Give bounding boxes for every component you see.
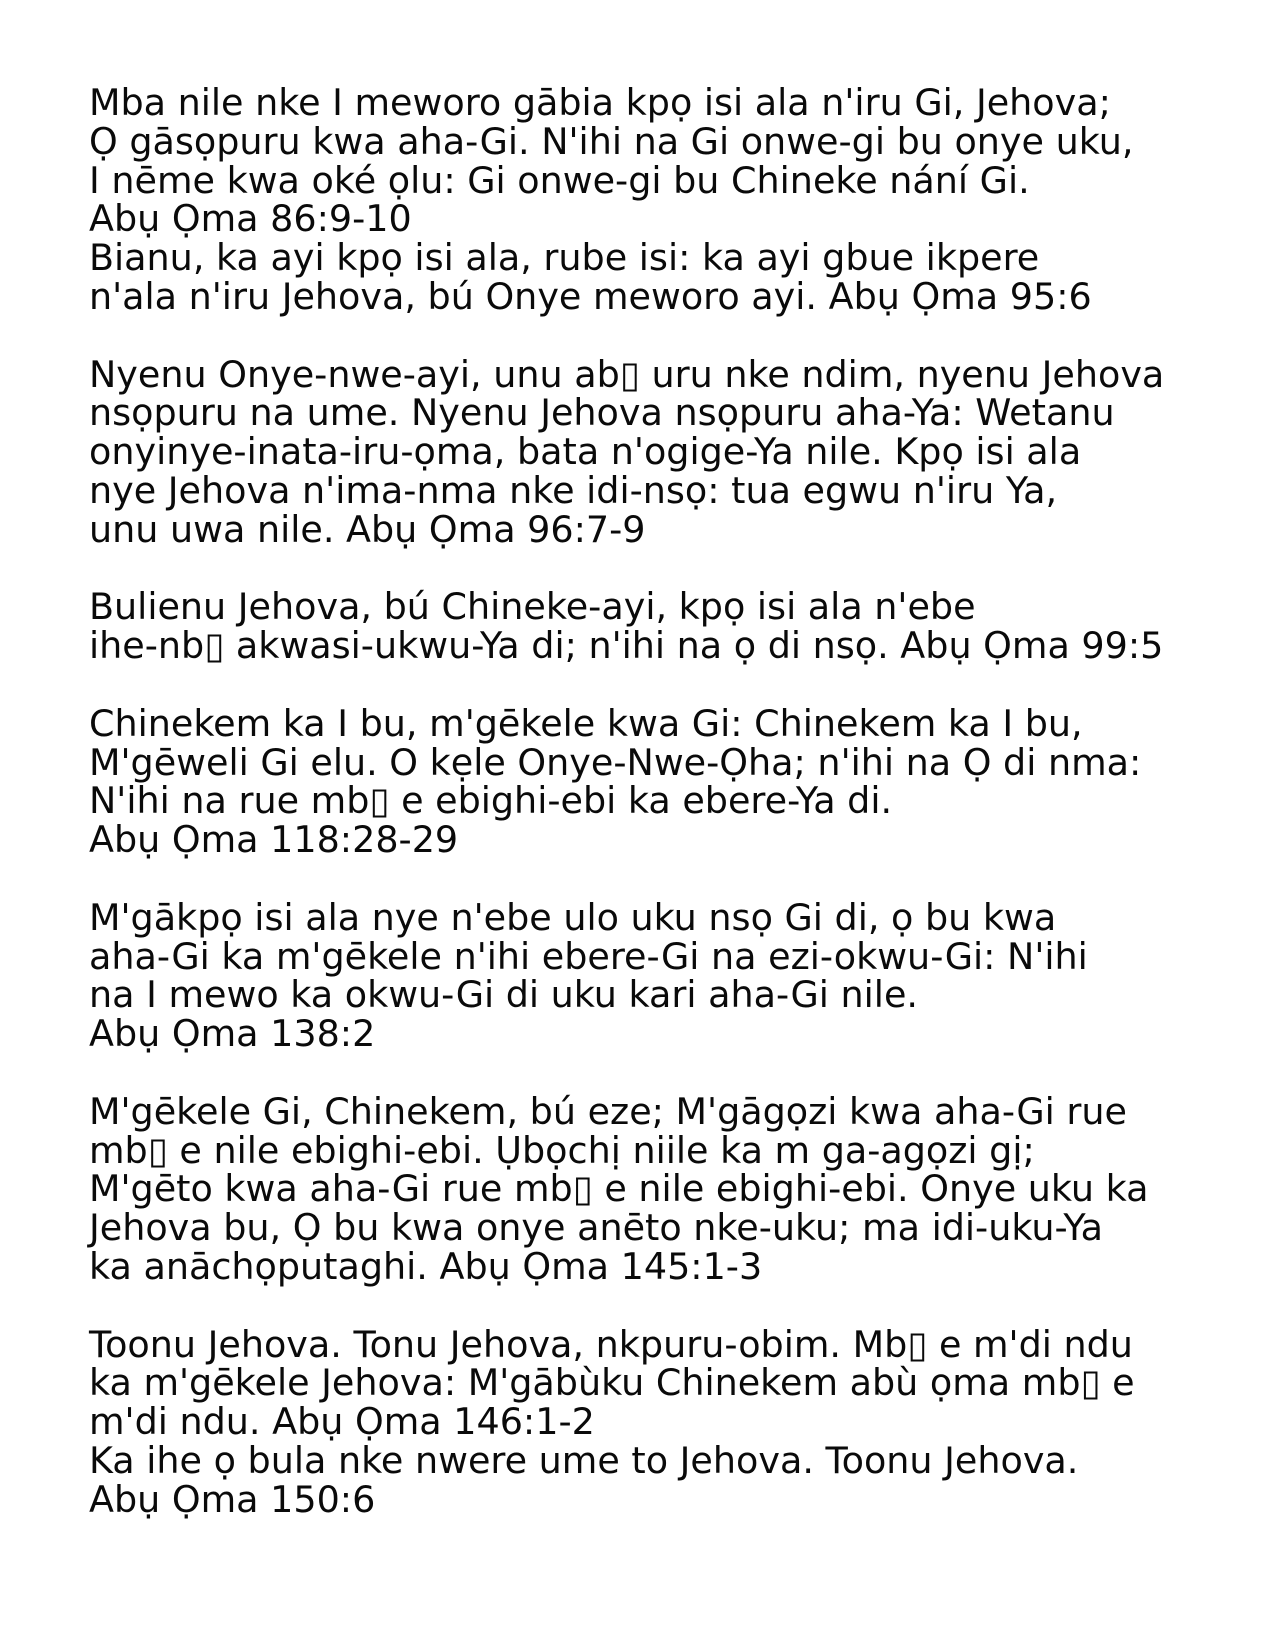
text-line: ka anāchọputaghi. Abụ Ọma 145:1-3 — [89, 1244, 763, 1288]
text-line: n'ala n'iru Jehova, bú Onye meworo ayi. Abụ Ọma 95:6 — [89, 274, 1092, 318]
text-line: mb▯ e nile ebighi-ebi. Ụbọchị niile ka m ga-agọzi gị; — [89, 1128, 1035, 1172]
text-line: nye Jehova n'ima-nma nke idi-nsọ: tua egwu n'iru Ya, — [89, 468, 1058, 512]
text-line: ka m'gēkele Jehova: M'gābùku Chinekem abù ọma mb▯ e — [89, 1361, 1135, 1405]
text-line: M'gēweli Gi elu. O kẹle Onye-Nwe-Ọha; n'ihi na Ọ di nma: — [89, 740, 1142, 784]
paragraph-spacer — [89, 317, 1259, 356]
text-line: Mba nile nke I meworo gābia kpọ isi ala n'iru Gi, Jehova; — [89, 81, 1111, 124]
text-line: aha-Gi ka m'gēkele n'ihi ebere-Gi na ezi-okwu-Gi: N'ihi — [89, 934, 1088, 978]
text-line: onyinye-inata-iru-ọma, bata n'ogige-Ya nile. Kpọ isi ala — [89, 430, 1082, 474]
text-line: nsọpuru na ume. Nyenu Jehova nsọpuru aha-Ya: Wetanu — [89, 391, 1115, 435]
paragraph-spacer — [89, 550, 1259, 589]
text-line: Bianu, ka ayi kpọ isi ala, rube isi: ka ayi gbue ikpere — [89, 236, 1040, 280]
text-line: I nēme kwa oké ọlu: Gi onwe-gi bu Chineke nání Gi. — [89, 158, 1030, 202]
text-line: m'di ndu. Abụ Ọma 146:1-2 — [89, 1400, 595, 1444]
paragraph-spacer — [89, 1054, 1259, 1093]
text-line: Toonu Jehova. Tonu Jehova, nkpuru-obim. Mb▯ e m'di ndu — [89, 1322, 1133, 1366]
text-line: Bulienu Jehova, bú Chineke-ayi, kpọ isi ala n'ebe — [89, 585, 976, 629]
text-line: Jehova bu, Ọ bu kwa onye anēto nke-uku; ma idi-uku-Ya — [89, 1206, 1103, 1250]
verse-reference: Abụ Ọma 150:6 — [89, 1477, 376, 1521]
paragraph-spacer — [89, 1287, 1259, 1326]
verse-reference: Abụ Ọma 86:9-10 — [89, 197, 412, 241]
text-line: Ka ihe ọ bula nke nwere ume to Jehova. Toonu Jehova. — [89, 1438, 1079, 1482]
text-line: M'gēto kwa aha-Gi rue mb▯ e nile ebighi-ebi. Onye uku ka — [89, 1167, 1149, 1211]
text-line: unu uwa nile. Abụ Ọma 96:7-9 — [89, 507, 646, 551]
text-line: na I mewo ka okwu-Gi di uku kari aha-Gi nile. — [89, 973, 919, 1017]
scripture-text — [89, 81, 1259, 1521]
text-line: ihe-nb▯ akwasi-ukwu-Ya di; n'ihi na ọ di nsọ. Abụ Ọma 99:5 — [89, 624, 1164, 668]
text-line: N'ihi na rue mb▯ e ebighi-ebi ka ebere-Ya di. — [89, 779, 893, 823]
paragraph-spacer — [89, 860, 1259, 899]
text-line: Nyenu Onye-nwe-ayi, unu ab▯ uru nke ndim, nyenu Jehova — [89, 352, 1165, 396]
verse-reference: Abụ Ọma 138:2 — [89, 1012, 376, 1056]
text-line: M'gākpọ isi ala nye n'ebe ulo uku nsọ Gi di, ọ bu kwa — [89, 895, 1057, 939]
verse-reference: Abụ Ọma 118:28-29 — [89, 818, 459, 862]
paragraph-spacer — [89, 666, 1259, 705]
text-line: Chinekem ka I bu, m'gēkele kwa Gi: Chinekem ka I bu, — [89, 701, 1083, 745]
text-line: M'gēkele Gi, Chinekem, bú eze; M'gāgọzi kwa aha-Gi rue — [89, 1089, 1127, 1133]
text-line: Ọ gāsọpuru kwa aha-Gi. N'ihi na Gi onwe-gi bu onye uku, — [89, 119, 1134, 163]
